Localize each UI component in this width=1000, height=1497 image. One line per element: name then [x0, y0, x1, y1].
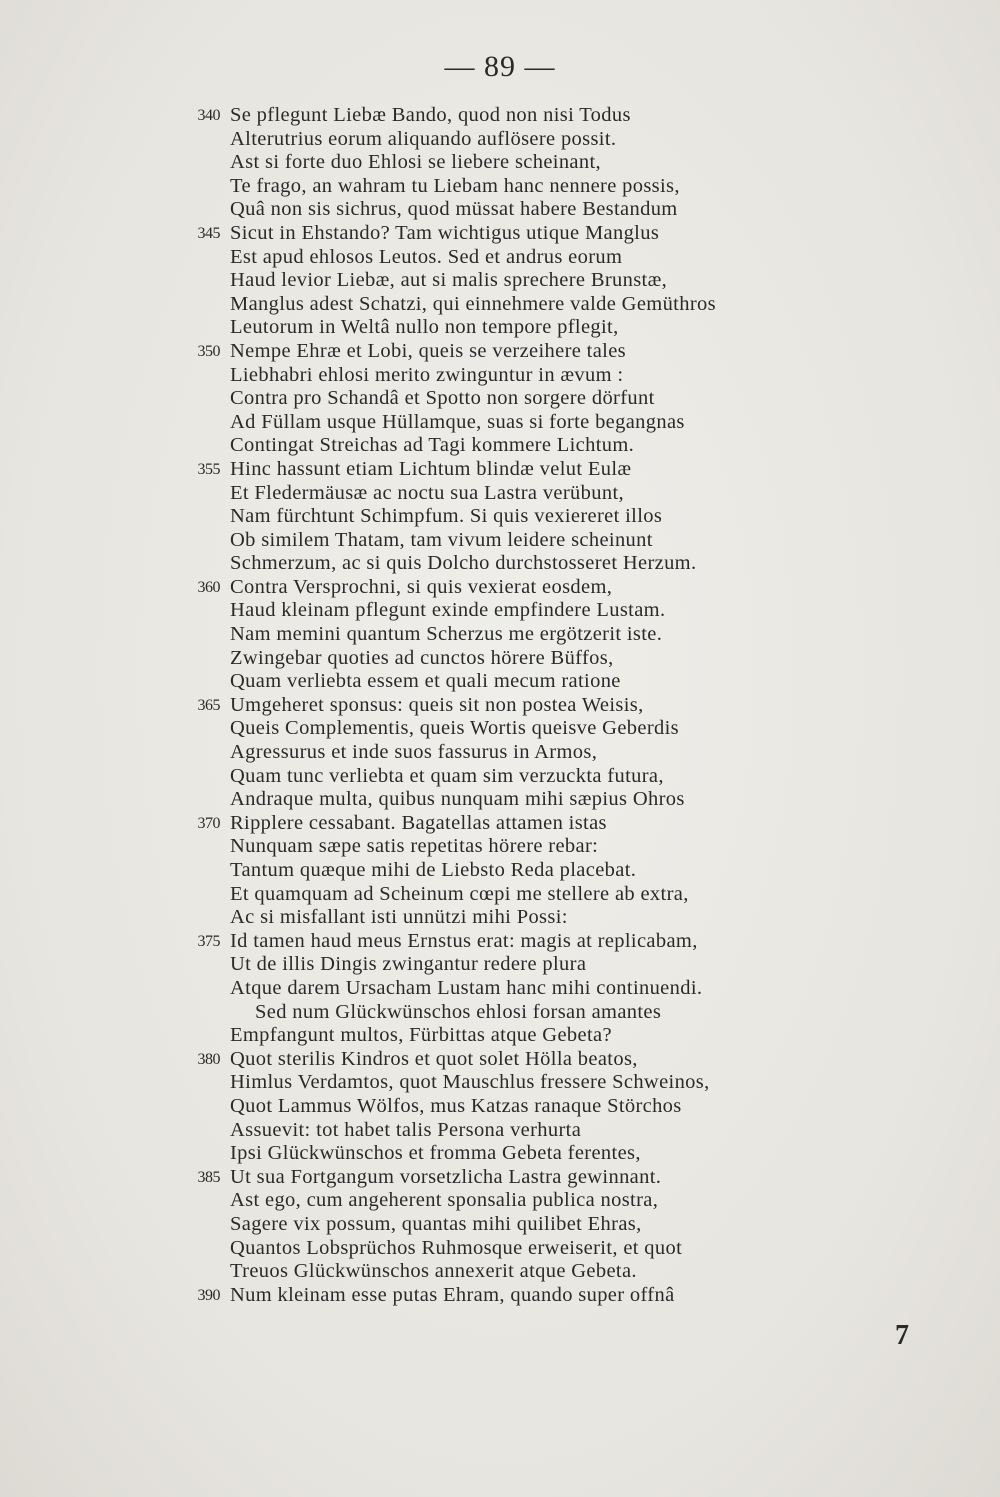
- verse-text: Atque darem Ursacham Lustam hanc mihi continuendi.: [230, 976, 703, 999]
- line-number: 380: [197, 1050, 220, 1068]
- verse-text: Contra Versprochni, si quis vexierat eosdem,: [230, 575, 613, 598]
- line-number: 375: [197, 932, 220, 950]
- verse-text: Se pflegunt Liebæ Bando, quod non nisi Todus: [230, 104, 631, 126]
- signature-mark: 7: [895, 1320, 909, 1351]
- verse-text: Quantos Lobsprüchos Ruhmosque erweiserit, et quot: [230, 1236, 683, 1259]
- verse-line: [0, 647, 1000, 671]
- verse-line: [0, 694, 1000, 718]
- line-number: 360: [197, 578, 220, 596]
- verse-line: [0, 576, 1000, 600]
- verse-text: Contra pro Schandâ et Spotto non sorgere dörfunt: [230, 387, 655, 410]
- verse-line: [0, 364, 1000, 388]
- verse-text: Ast si forte duo Ehlosi se liebere scheinant,: [230, 151, 601, 174]
- verse-text: Hinc hassunt etiam Lichtum blindæ velut Eulæ: [230, 457, 632, 480]
- verse-text: Himlus Verdamtos, quot Mauschlus fressere Schweinos,: [230, 1071, 710, 1094]
- verse-text: Sagere vix possum, quantas mihi quilibet Ehras,: [230, 1212, 642, 1235]
- verse-line: [0, 717, 1000, 741]
- verse-text: Et Fledermäusæ ac noctu sua Lastra verübunt,: [230, 481, 624, 504]
- verse-line: [0, 198, 1000, 222]
- verse-text: Andraque multa, quibus nunquam mihi sæpius Ohros: [230, 788, 685, 811]
- verse-line: [0, 482, 1000, 506]
- verse-line: [0, 151, 1000, 175]
- verse-text: Agressurus et inde suos fassurus in Armos,: [230, 741, 598, 764]
- verse-text: Sed num Glückwünschos ehlosi forsan amantes: [255, 1000, 662, 1023]
- verse-text: Haud levior Liebæ, aut si malis sprechere Brunstæ,: [230, 269, 668, 292]
- verse-line: [0, 1237, 1000, 1261]
- verse-line: [0, 128, 1000, 152]
- line-number: 385: [197, 1168, 220, 1186]
- verse-text: Sicut in Ehstando? Tam wichtigus utique Manglus: [230, 221, 660, 244]
- verse-line: [0, 175, 1000, 199]
- verse-line: [0, 883, 1000, 907]
- verse-line: [0, 835, 1000, 859]
- verse-line: [0, 340, 1000, 364]
- verse-block: [0, 104, 1000, 1307]
- verse-text: Alterutrius eorum aliquando auflösere possit.: [230, 127, 617, 150]
- verse-text: Nunquam sæpe satis repetitas hörere rebar:: [230, 835, 599, 858]
- verse-line: [0, 1119, 1000, 1143]
- verse-text: Umgeheret sponsus: queis sit non postea Weisis,: [230, 693, 644, 716]
- verse-line: [0, 269, 1000, 293]
- verse-text: Schmerzum, ac si quis Dolcho durchstosseret Herzum.: [230, 552, 697, 575]
- verse-text: Treuos Glückwünschos annexerit atque Gebeta.: [230, 1260, 637, 1283]
- verse-line: [0, 1048, 1000, 1072]
- verse-text: Te frago, an wahram tu Liebam hanc nennere possis,: [230, 174, 680, 197]
- verse-text: Haud kleinam pflegunt exinde empfindere Lustam.: [230, 599, 666, 622]
- verse-line: [0, 599, 1000, 623]
- verse-text: Manglus adest Schatzi, qui einnehmere valde Gemüthros: [230, 292, 716, 315]
- verse-line: [0, 812, 1000, 836]
- verse-line: [0, 1001, 1000, 1025]
- verse-text: Ut de illis Dingis zwingantur redere plura: [230, 953, 587, 976]
- verse-text: Num kleinam esse putas Ehram, quando super offnâ: [230, 1283, 675, 1306]
- verse-line: [0, 953, 1000, 977]
- line-number: 355: [197, 460, 220, 478]
- verse-text: Ut sua Fortgangum vorsetzlicha Lastra gewinnant.: [230, 1165, 662, 1188]
- verse-line: [0, 741, 1000, 765]
- verse-line: [0, 411, 1000, 435]
- verse-line: [0, 623, 1000, 647]
- verse-line: [0, 670, 1000, 694]
- page-number: — 89 —: [444, 50, 556, 83]
- verse-line: [0, 387, 1000, 411]
- verse-text: Ripplere cessabant. Bagatellas attamen istas: [230, 811, 607, 834]
- verse-line: [0, 246, 1000, 270]
- verse-line: [0, 505, 1000, 529]
- verse-text: Quot sterilis Kindros et quot solet Hölla beatos,: [230, 1047, 638, 1070]
- line-number: 370: [197, 814, 220, 832]
- verse-text: Quam verliebta essem et quali mecum ratione: [230, 670, 621, 693]
- verse-line: [0, 930, 1000, 954]
- line-number: 345: [197, 224, 220, 242]
- verse-line: [0, 765, 1000, 789]
- verse-text: Assuevit: tot habet talis Persona verhurta: [230, 1118, 582, 1141]
- verse-text: Est apud ehlosos Leutos. Sed et andrus eorum: [230, 245, 623, 268]
- verse-text: Ast ego, cum angeherent sponsalia publica nostra,: [230, 1189, 659, 1212]
- verse-line: [0, 1213, 1000, 1237]
- verse-text: Empfangunt multos, Fürbittas atque Gebeta?: [230, 1024, 612, 1047]
- line-number: 390: [197, 1286, 220, 1304]
- verse-line: [0, 1166, 1000, 1190]
- verse-text: Quâ non sis sichrus, quod müssat habere Bestandum: [230, 198, 678, 221]
- verse-text: Tantum quæque mihi de Liebsto Reda placebat.: [230, 859, 637, 881]
- verse-line: [0, 552, 1000, 576]
- verse-line: [0, 1260, 1000, 1284]
- verse-text: Leutorum in Weltâ nullo non tempore pflegit,: [230, 316, 619, 339]
- verse-text: Nempe Ehræ et Lobi, queis se verzeihere tales: [230, 339, 626, 362]
- verse-line: [0, 1024, 1000, 1048]
- verse-line: [0, 859, 1000, 883]
- verse-line: [0, 529, 1000, 553]
- verse-text: Id tamen haud meus Ernstus erat: magis at replicabam,: [230, 929, 698, 952]
- verse-line: [0, 104, 1000, 128]
- verse-line: [0, 222, 1000, 246]
- verse-text: Contingat Streichas ad Tagi kommere Lichtum.: [230, 434, 635, 457]
- verse-text: Liebhabri ehlosi merito zwinguntur in ævum :: [230, 363, 624, 386]
- verse-line: [0, 788, 1000, 812]
- verse-text: Nam fürchtunt Schimpfum. Si quis vexiereret illos: [230, 505, 663, 528]
- verse-text: Ad Füllam usque Hüllamque, suas si forte begangnas: [230, 410, 685, 433]
- verse-line: [0, 434, 1000, 458]
- verse-line: [0, 1095, 1000, 1119]
- verse-line: [0, 316, 1000, 340]
- line-number: 365: [197, 696, 220, 714]
- verse-text: Nam memini quantum Scherzus me ergötzerit iste.: [230, 623, 663, 646]
- verse-text: Ob similem Thatam, tam vivum leidere scheinunt: [230, 528, 653, 551]
- verse-line: [0, 1071, 1000, 1095]
- line-number: 350: [197, 342, 220, 360]
- verse-line: [0, 1142, 1000, 1166]
- verse-text: Quot Lammus Wölfos, mus Katzas ranaque Störchos: [230, 1094, 682, 1117]
- verse-line: [0, 1284, 1000, 1308]
- verse-line: [0, 293, 1000, 317]
- line-number: 340: [197, 107, 220, 124]
- verse-text: Ipsi Glückwünschos et fromma Gebeta ferentes,: [230, 1142, 641, 1165]
- verse-text: Queis Complementis, queis Wortis queisve Geberdis: [230, 717, 679, 740]
- verse-text: Ac si misfallant isti unnützi mihi Possi:: [230, 906, 568, 929]
- verse-line: [0, 977, 1000, 1001]
- verse-text: Et quamquam ad Scheinum cœpi me stellere ab extra,: [230, 882, 689, 905]
- verse-line: [0, 1189, 1000, 1213]
- verse-line: [0, 458, 1000, 482]
- verse-text: Quam tunc verliebta et quam sim verzuckta futura,: [230, 764, 664, 787]
- verse-text: Zwingebar quoties ad cunctos hörere Büffos,: [230, 646, 614, 669]
- verse-line: [0, 906, 1000, 930]
